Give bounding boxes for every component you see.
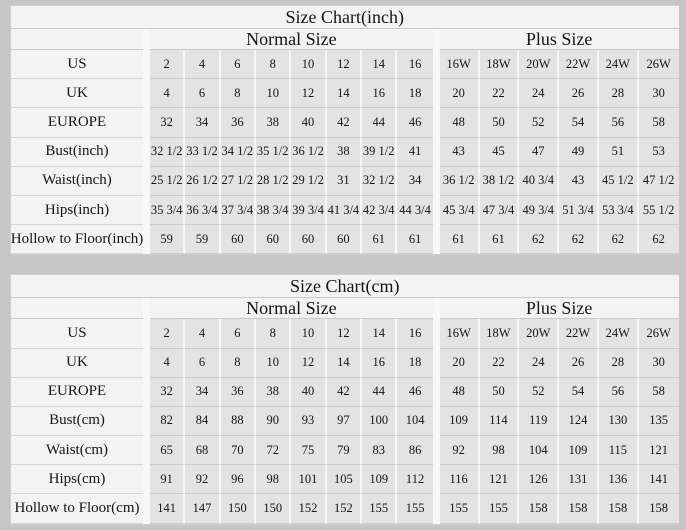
size-cell: 147 — [185, 494, 220, 523]
size-cell: 28 — [599, 79, 639, 108]
size-cell: 116 — [440, 465, 480, 494]
size-cell: 53 — [639, 138, 679, 167]
size-cell: 86 — [397, 436, 432, 465]
size-cell: 47 3/4 — [480, 196, 520, 225]
size-cell: 47 1/2 — [639, 167, 679, 196]
size-cell: 40 — [291, 108, 326, 137]
size-cell: 45 — [480, 138, 520, 167]
size-cell: 32 — [150, 378, 185, 407]
size-cell: 32 — [150, 108, 185, 137]
size-cell: 20 — [440, 79, 480, 108]
size-cell: 40 — [291, 378, 326, 407]
size-cell: 44 — [362, 108, 397, 137]
size-cell: 10 — [256, 349, 291, 378]
size-cell: 16W — [440, 50, 480, 79]
size-cell: 33 1/2 — [185, 138, 220, 167]
size-cell: 31 — [327, 167, 362, 196]
size-cell: 158 — [519, 494, 559, 523]
size-cell: 155 — [362, 494, 397, 523]
size-cell: 62 — [519, 225, 559, 254]
size-cell: 34 — [397, 167, 432, 196]
size-cell: 28 1/2 — [256, 167, 291, 196]
size-cell: 49 — [559, 138, 599, 167]
row-label: Waist(cm) — [11, 436, 143, 465]
size-cell: 75 — [291, 436, 326, 465]
size-cell: 36 — [221, 108, 256, 137]
size-cell: 14 — [362, 319, 397, 348]
size-cell: 42 — [327, 108, 362, 137]
size-cell: 22 — [480, 349, 520, 378]
row-label: Waist(inch) — [11, 167, 143, 196]
size-cell: 158 — [599, 494, 639, 523]
size-cell: 14 — [327, 349, 362, 378]
size-cell: 45 1/2 — [599, 167, 639, 196]
size-cell: 40 3/4 — [519, 167, 559, 196]
size-cell: 97 — [327, 407, 362, 436]
size-cell: 38 — [327, 138, 362, 167]
size-cell: 12 — [291, 349, 326, 378]
size-cell: 26 — [559, 79, 599, 108]
size-cell: 8 — [256, 319, 291, 348]
size-cell: 27 1/2 — [221, 167, 256, 196]
size-cell: 48 — [440, 378, 480, 407]
size-chart-cm-table — [10, 274, 679, 524]
size-cell: 115 — [599, 436, 639, 465]
size-cell: 18 — [397, 79, 432, 108]
size-cell: 112 — [397, 465, 432, 494]
size-cell: 46 — [397, 108, 432, 137]
size-cell: 12 — [327, 319, 362, 348]
row-label: Hollow to Floor(inch) — [11, 225, 143, 254]
size-cell: 61 — [480, 225, 520, 254]
size-cell: 10 — [256, 79, 291, 108]
size-cell: 104 — [397, 407, 432, 436]
size-chart-inch-table — [10, 5, 679, 255]
size-cell: 60 — [221, 225, 256, 254]
size-cell: 83 — [362, 436, 397, 465]
size-cell: 104 — [519, 436, 559, 465]
size-cell: 24W — [599, 50, 639, 79]
size-cell: 18 — [397, 349, 432, 378]
size-cell: 38 — [256, 108, 291, 137]
size-cell: 8 — [221, 349, 256, 378]
size-cell: 62 — [599, 225, 639, 254]
size-cell: 38 1/2 — [480, 167, 520, 196]
size-cell: 152 — [327, 494, 362, 523]
size-cell: 44 — [362, 378, 397, 407]
size-cell: 59 — [185, 225, 220, 254]
size-cell: 70 — [221, 436, 256, 465]
size-cell: 16 — [362, 79, 397, 108]
size-cell: 26 — [559, 349, 599, 378]
table-title-inch: Size Chart(inch) — [11, 6, 679, 29]
size-cell: 50 — [480, 108, 520, 137]
size-chart-cm-grid — [11, 275, 678, 523]
row-label: US — [11, 50, 143, 79]
size-cell: 25 1/2 — [150, 167, 185, 196]
row-label: Bust(inch) — [11, 138, 143, 167]
size-cell: 28 — [599, 349, 639, 378]
size-cell: 62 — [559, 225, 599, 254]
group-header-normal-size: Normal Size — [150, 298, 433, 319]
size-cell: 155 — [440, 494, 480, 523]
size-cell: 54 — [559, 378, 599, 407]
size-cell: 51 3/4 — [559, 196, 599, 225]
size-cell: 35 3/4 — [150, 196, 185, 225]
size-cell: 109 — [440, 407, 480, 436]
size-cell: 39 1/2 — [362, 138, 397, 167]
size-cell: 52 — [519, 378, 559, 407]
size-cell: 12 — [291, 79, 326, 108]
size-cell: 60 — [291, 225, 326, 254]
size-cell: 126 — [519, 465, 559, 494]
size-cell: 119 — [519, 407, 559, 436]
size-cell: 16 — [397, 319, 432, 348]
size-cell: 54 — [559, 108, 599, 137]
size-cell: 48 — [440, 108, 480, 137]
size-cell: 136 — [599, 465, 639, 494]
size-cell: 72 — [256, 436, 291, 465]
size-cell: 39 3/4 — [291, 196, 326, 225]
size-cell: 20W — [519, 50, 559, 79]
row-label: Hips(inch) — [11, 196, 143, 225]
size-cell: 32 1/2 — [150, 138, 185, 167]
size-cell: 92 — [440, 436, 480, 465]
size-cell: 4 — [185, 319, 220, 348]
size-cell: 36 — [221, 378, 256, 407]
size-cell: 58 — [639, 108, 679, 137]
size-cell: 109 — [362, 465, 397, 494]
size-cell: 98 — [256, 465, 291, 494]
size-cell: 121 — [480, 465, 520, 494]
size-cell: 46 — [397, 378, 432, 407]
size-cell: 36 3/4 — [185, 196, 220, 225]
table-title-cm: Size Chart(cm) — [11, 275, 679, 298]
size-cell: 30 — [639, 79, 679, 108]
size-cell: 61 — [362, 225, 397, 254]
size-cell: 44 3/4 — [397, 196, 432, 225]
size-cell: 105 — [327, 465, 362, 494]
size-cell: 60 — [256, 225, 291, 254]
size-cell: 24W — [599, 319, 639, 348]
size-cell: 12 — [327, 50, 362, 79]
size-cell: 109 — [559, 436, 599, 465]
size-cell: 124 — [559, 407, 599, 436]
size-cell: 24 — [519, 349, 559, 378]
size-cell: 14 — [327, 79, 362, 108]
row-label: Bust(cm) — [11, 407, 143, 436]
size-cell: 51 — [599, 138, 639, 167]
size-cell: 131 — [559, 465, 599, 494]
row-label: Hips(cm) — [11, 465, 143, 494]
group-header-plus-size: Plus Size — [440, 29, 679, 50]
size-cell: 6 — [185, 349, 220, 378]
size-cell: 56 — [599, 378, 639, 407]
size-cell: 16 — [397, 50, 432, 79]
size-cell: 36 1/2 — [440, 167, 480, 196]
size-cell: 42 — [327, 378, 362, 407]
size-cell: 8 — [221, 79, 256, 108]
row-label: EUROPE — [11, 378, 143, 407]
size-cell: 59 — [150, 225, 185, 254]
size-cell: 65 — [150, 436, 185, 465]
size-cell: 36 1/2 — [291, 138, 326, 167]
row-label: UK — [11, 349, 143, 378]
size-cell: 55 1/2 — [639, 196, 679, 225]
size-cell: 16 — [362, 349, 397, 378]
size-cell: 4 — [185, 50, 220, 79]
size-cell: 34 — [185, 378, 220, 407]
size-cell: 38 — [256, 378, 291, 407]
size-cell: 26W — [639, 50, 679, 79]
size-cell: 53 3/4 — [599, 196, 639, 225]
size-cell: 101 — [291, 465, 326, 494]
size-cell: 158 — [559, 494, 599, 523]
size-cell: 91 — [150, 465, 185, 494]
size-cell: 84 — [185, 407, 220, 436]
corner-spacer — [11, 29, 143, 50]
size-cell: 37 3/4 — [221, 196, 256, 225]
size-cell: 62 — [639, 225, 679, 254]
size-cell: 49 3/4 — [519, 196, 559, 225]
size-cell: 18W — [480, 50, 520, 79]
size-cell: 60 — [327, 225, 362, 254]
size-cell: 135 — [639, 407, 679, 436]
row-label: UK — [11, 79, 143, 108]
row-label: EUROPE — [11, 108, 143, 137]
size-cell: 155 — [480, 494, 520, 523]
size-cell: 79 — [327, 436, 362, 465]
size-cell: 34 — [185, 108, 220, 137]
size-cell: 90 — [256, 407, 291, 436]
size-cell: 30 — [639, 349, 679, 378]
group-header-normal-size: Normal Size — [150, 29, 433, 50]
size-cell: 20 — [440, 349, 480, 378]
size-cell: 150 — [256, 494, 291, 523]
size-cell: 121 — [639, 436, 679, 465]
size-cell: 141 — [639, 465, 679, 494]
size-cell: 88 — [221, 407, 256, 436]
size-cell: 130 — [599, 407, 639, 436]
size-cell: 20W — [519, 319, 559, 348]
size-cell: 10 — [291, 319, 326, 348]
size-cell: 38 3/4 — [256, 196, 291, 225]
size-cell: 58 — [639, 378, 679, 407]
size-cell: 43 — [440, 138, 480, 167]
size-cell: 41 — [397, 138, 432, 167]
size-cell: 96 — [221, 465, 256, 494]
size-cell: 50 — [480, 378, 520, 407]
size-cell: 24 — [519, 79, 559, 108]
size-cell: 43 — [559, 167, 599, 196]
size-cell: 45 3/4 — [440, 196, 480, 225]
size-cell: 14 — [362, 50, 397, 79]
size-cell: 22 — [480, 79, 520, 108]
size-cell: 22W — [559, 319, 599, 348]
size-cell: 2 — [150, 50, 185, 79]
size-cell: 150 — [221, 494, 256, 523]
size-cell: 100 — [362, 407, 397, 436]
size-cell: 26W — [639, 319, 679, 348]
size-cell: 82 — [150, 407, 185, 436]
corner-spacer — [11, 298, 143, 319]
size-cell: 29 1/2 — [291, 167, 326, 196]
size-cell: 41 3/4 — [327, 196, 362, 225]
size-cell: 47 — [519, 138, 559, 167]
size-cell: 92 — [185, 465, 220, 494]
size-cell: 93 — [291, 407, 326, 436]
size-cell: 18W — [480, 319, 520, 348]
size-cell: 10 — [291, 50, 326, 79]
size-cell: 16W — [440, 319, 480, 348]
size-cell: 22W — [559, 50, 599, 79]
size-cell: 8 — [256, 50, 291, 79]
size-cell: 4 — [150, 79, 185, 108]
size-cell: 6 — [185, 79, 220, 108]
size-cell: 26 1/2 — [185, 167, 220, 196]
size-cell: 158 — [639, 494, 679, 523]
size-cell: 114 — [480, 407, 520, 436]
size-cell: 155 — [397, 494, 432, 523]
size-cell: 34 1/2 — [221, 138, 256, 167]
group-header-plus-size: Plus Size — [440, 298, 679, 319]
size-cell: 68 — [185, 436, 220, 465]
size-cell: 52 — [519, 108, 559, 137]
size-cell: 6 — [221, 50, 256, 79]
size-chart-inch-grid — [11, 6, 678, 254]
size-cell: 56 — [599, 108, 639, 137]
row-label: Hollow to Floor(cm) — [11, 494, 143, 523]
size-cell: 98 — [480, 436, 520, 465]
size-cell: 35 1/2 — [256, 138, 291, 167]
size-cell: 141 — [150, 494, 185, 523]
size-cell: 61 — [397, 225, 432, 254]
size-cell: 2 — [150, 319, 185, 348]
size-cell: 42 3/4 — [362, 196, 397, 225]
size-cell: 152 — [291, 494, 326, 523]
size-cell: 4 — [150, 349, 185, 378]
size-cell: 6 — [221, 319, 256, 348]
size-cell: 32 1/2 — [362, 167, 397, 196]
row-label: US — [11, 319, 143, 348]
size-cell: 61 — [440, 225, 480, 254]
